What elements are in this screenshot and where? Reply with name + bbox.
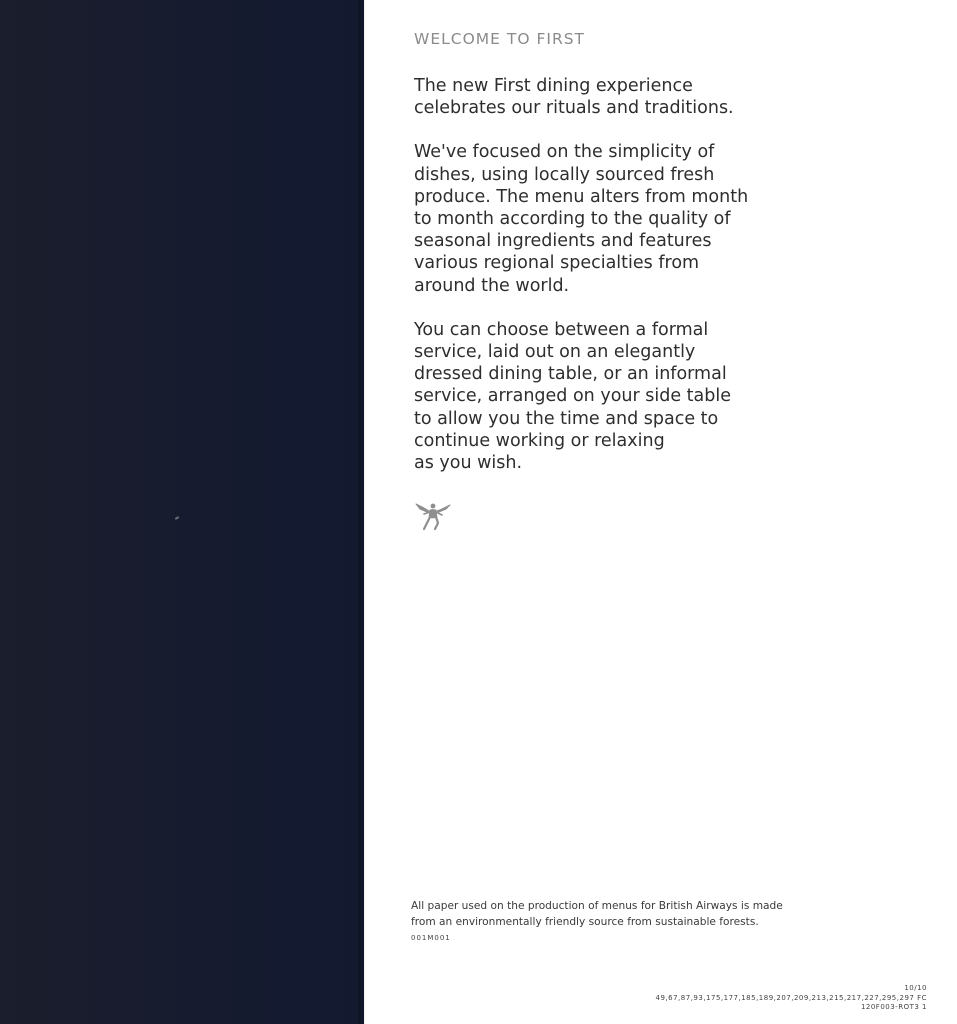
print-flight-codes: 49,67,87,93,175,177,185,189,207,209,213,215,217,227,295,297 FC [655,993,927,1002]
print-codes [656,984,927,1013]
paragraph-line: to month according to the quality of [414,209,731,230]
service-paragraph [414,319,834,474]
footnote-line: from an environmentally friendly source from sustainable forests. [411,916,759,928]
welcome-content [414,30,834,496]
paragraph-line: as you wish. [414,453,523,474]
paragraph-line: service, arranged on your side table [414,386,731,407]
paragraph-line: dishes, using locally sourced fresh [414,164,715,185]
paper-footnote [411,898,783,942]
footnote-line: All paper used on the production of menus for British Airways is made [411,900,783,912]
paragraph-line: various regional specialties from [414,253,700,274]
paragraph-line: produce. The menu alters from month [414,186,749,207]
paragraph-line: The new First dining experience [414,76,693,96]
paragraph-line: service, laid out on an elegantly [414,342,696,363]
welcome-heading: WELCOME TO FIRST [414,30,586,48]
navy-cover-panel [0,0,364,1024]
cover-speck [175,516,179,520]
speedbird-figure-icon [414,499,452,531]
paragraph-line: around the world. [414,275,570,296]
intro-paragraph [414,75,834,119]
menu-paragraph [414,141,834,296]
paragraph-line: We've focused on the simplicity of [414,142,715,163]
footnote-code: 001M001 [411,934,451,942]
paragraph-line: celebrates our rituals and traditions. [414,98,734,119]
paragraph-line: dressed dining table, or an informal [414,364,727,385]
paragraph-line: seasonal ingredients and features [414,231,712,252]
cover-fold-shadow [358,0,366,1024]
print-menu-code: 120F003-ROT3 1 [860,1003,927,1011]
print-date-code: 10/10 [904,984,927,992]
paragraph-line: to allow you the time and space to [414,408,719,429]
paragraph-line: continue working or relaxing [414,430,665,451]
paragraph-line: You can choose between a formal [414,319,709,340]
